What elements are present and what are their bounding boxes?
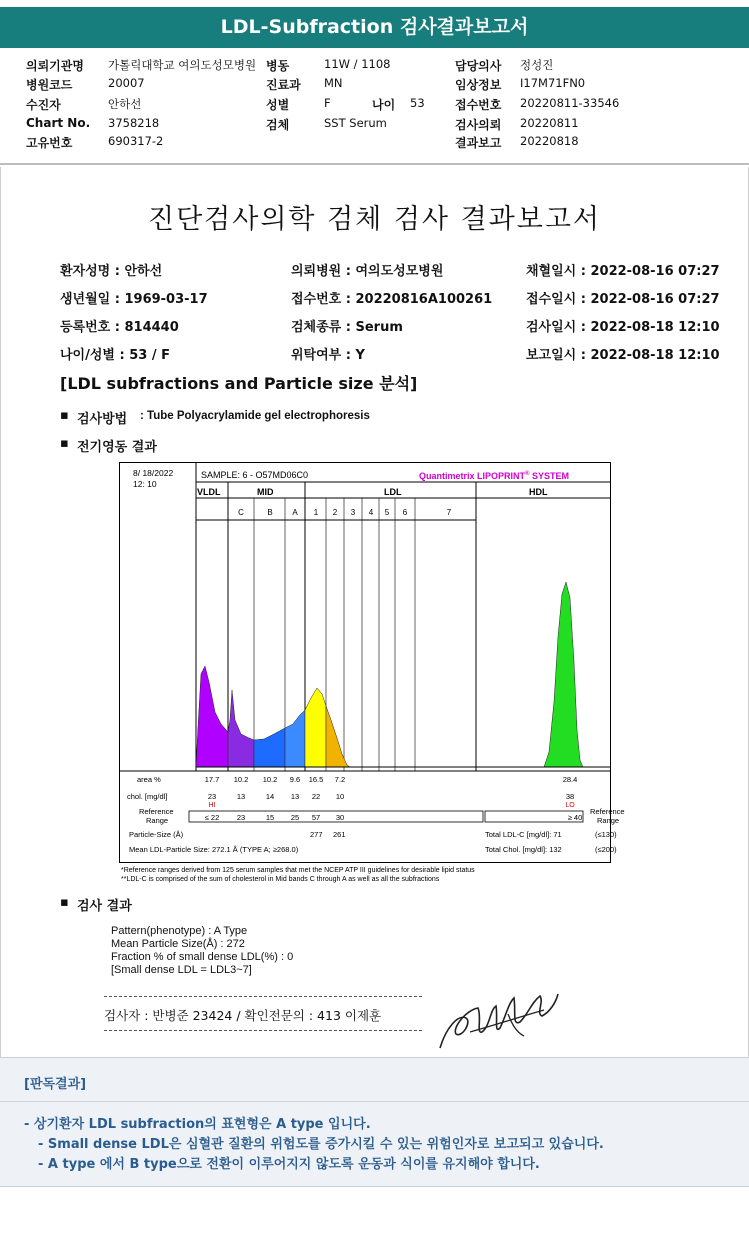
field-specimen-type: 검체종류 : Serum [291,320,403,335]
chol-value-5: 10 [335,792,345,801]
result-fraction: Fraction % of small dense LDL(%) : 0 [111,951,294,963]
field-birth-date: 생년월일 : 1969-03-17 [60,292,208,307]
total-chol: Total Chol. [mg/dl]: 132 [485,845,562,854]
header-separator [0,163,749,165]
value-request-date: 20220811 [520,116,579,130]
section-title: [LDL subfractions and Particle size 분석] [60,374,418,393]
chart-time: 12: 10 [133,479,157,489]
value-chart-no: 3758218 [108,116,160,130]
band-label-B: B [267,508,273,517]
value-specimen: SST Serum [324,116,387,130]
area-row-label: area % [137,775,161,784]
ref-value-2: 15 [265,813,275,822]
mean-particle-size: Mean LDL-Particle Size: 272.1 Å (TYPE A; ≥268.0) [129,845,299,854]
band-label-2: 2 [332,508,338,517]
value-receipt-no: 20220811-33546 [520,96,620,110]
label-ward: 병동 [266,59,290,73]
chart-sample: SAMPLE: 6 - O57MD06C0 [201,470,309,480]
signature-rule-top [104,996,422,997]
value-department: MN [324,76,343,90]
value-institution: 가톨릭대학교 여의도성모병원 [108,58,257,72]
value-age: 53 [410,96,425,110]
hdl-lo-flag: LO [565,802,575,809]
result-sdldl-def: [Small dense LDL = LDL3~7] [111,964,252,976]
chart-brand-reg: ® [525,471,530,477]
group-label-ldl: LDL [384,487,402,497]
bullet-icon: ▪ [60,436,69,451]
value-clinical-info: I17M71FN0 [520,76,586,90]
result-label: 검사 결과 [77,899,132,914]
ref-value-0: ≤ 22 [204,813,220,822]
footnote-2: **LDL-C is comprised of the sum of cholesterol in Mid bands C through A as well as all the subfractions [121,876,440,883]
field-receipt-time: 접수일시 : 2022-08-16 07:27 [526,292,720,307]
value-doctor: 정성진 [520,58,554,72]
chol-value-1: 13 [236,792,246,801]
opinion-line-2: - Small dense LDL은 심혈관 질환의 위험도를 증가시킬 수 있는 위험인자로 보고되고 있습니다. [38,1137,604,1152]
chol-value-3: 13 [290,792,300,801]
handwritten-signature [432,988,564,1054]
label-specimen: 검체 [266,118,290,132]
field-test-time: 검사일시 : 2022-08-18 12:10 [526,320,720,335]
electrophoresis-chart [119,462,625,887]
ref-value-1: 23 [236,813,246,822]
label-unique-no: 고유번호 [26,136,73,150]
opinion-heading: [판독결과] [24,1077,87,1092]
chol-value-0: 23 [207,792,217,801]
ref-value-3: 25 [290,813,300,822]
value-report-date: 20220818 [520,134,579,148]
band-label-4: 4 [368,508,374,517]
field-patient-name: 환자성명 : 안하선 [60,264,163,279]
opinion-line-3: - A type 에서 B type으로 전환이 이루어지지 않도록 운동과 식이를 유지해야 합니다. [38,1157,540,1172]
chart-frame [120,463,611,863]
field-collection-time: 채혈일시 : 2022-08-16 07:27 [526,264,720,279]
method-label: 검사방법 [77,412,128,427]
band-label-5: 5 [384,508,390,517]
band-label-C: C [238,508,244,517]
field-report-time: 보고일시 : 2022-08-18 12:10 [526,348,720,363]
group-label-mid: MID [257,487,274,497]
chart-brand [419,470,569,481]
value-unique-no: 690317-2 [108,134,164,148]
particle-size-ldl2: 261 [333,830,346,839]
band-label-6: 6 [402,508,408,517]
field-referring-hospital: 의뢰병원 : 여의도성모병원 [291,264,444,279]
label-request-date: 검사의뢰 [455,118,502,132]
report-title-bar: LDL-Subfraction 검사결과보고서 [0,7,749,48]
area-value-3: 9.6 [289,775,301,784]
footnote-1: *Reference ranges derived from 125 serum samples that met the NCEP ATP III guidelines for desirable lipid status [121,867,475,874]
group-label-hdl: HDL [529,487,548,497]
method-value: : Tube Polyacrylamide gel electrophoresis [140,410,370,422]
band-label-3: 3 [350,508,356,517]
label-report-date: 결과보고 [455,136,502,150]
electrophoresis-label: 전기영동 결과 [77,440,157,455]
label-hospital-code: 병원코드 [26,78,73,92]
chol-value-2: 14 [265,792,275,801]
area-value-1: 10.2 [233,775,249,784]
vldl-hi-flag: HI [208,802,216,809]
ref-row-label-2: Range [146,816,169,825]
chart-brand-suffix: SYSTEM [529,471,569,481]
ref-value-4: 57 [311,813,321,822]
value-hospital-code: 20007 [108,76,145,90]
band-label-7: 7 [446,508,452,517]
result-mean-size: Mean Particle Size(Å) : 272 [111,938,245,950]
particle-size-ldl1: 277 [310,830,323,839]
particle-size-label: Particle-Size (Å) [129,830,184,839]
area-value-2: 10.2 [262,775,278,784]
label-sex: 성별 [266,98,290,112]
chart-brand-name: Quantimetrix LIPOPRINT [419,471,526,481]
ref-right-label-1: Reference [590,807,625,816]
label-department: 진료과 [266,78,301,92]
field-registration-no: 등록번호 : 814440 [60,320,179,335]
value-sex: F [324,96,331,110]
field-age-sex: 나이/성별 : 53 / F [60,348,171,363]
bullet-icon: ▪ [60,408,69,423]
opinion-header [0,1057,749,1102]
bullet-icon: ▪ [60,895,69,910]
result-pattern: Pattern(phenotype) : A Type [111,925,248,937]
label-patient: 수진자 [26,98,61,112]
ref-row-label-1: Reference [139,807,174,816]
ref-value-hdl: ≥ 40 [567,813,583,822]
field-outsourced: 위탁여부 : Y [291,348,365,363]
label-institution: 의뢰기관명 [26,59,84,73]
area-value-0: 17.7 [204,775,220,784]
total-ldl-ref: (≤130) [595,830,617,839]
field-receipt-no: 접수번호 : 20220816A100261 [291,292,493,307]
ref-value-5: 30 [335,813,345,822]
signature-rule-bottom [104,1030,422,1031]
signature-line: 검사자 : 반병준 23424 / 확인전문의 : 413 이제훈 [104,1008,382,1023]
label-doctor: 담당의사 [455,59,502,73]
total-ldl: Total LDL-C [mg/dl]: 71 [485,830,562,839]
band-label-1: 1 [313,508,319,517]
opinion-line-1: - 상기환자 LDL subfraction의 표현형은 A type 입니다. [24,1117,371,1132]
group-label-vldl: VLDL [197,487,221,497]
chol-value-4: 22 [311,792,321,801]
band-label-A: A [292,508,298,517]
report-heading: 진단검사의학 검체 검사 결과보고서 [148,204,601,235]
area-value-6: 28.4 [562,775,578,784]
ref-right-label-2: Range [597,816,620,825]
chol-value-6: 38 [565,792,575,801]
value-ward: 11W / 1108 [324,57,391,71]
chart-date: 8/ 18/2022 [133,468,174,478]
label-chart-no: Chart No. [26,116,91,130]
label-receipt-no: 접수번호 [455,98,502,112]
chol-row-label: chol. [mg/dl] [127,792,168,801]
label-age: 나이 [372,98,396,112]
label-clinical-info: 임상정보 [455,78,502,92]
value-patient: 안하선 [108,97,142,111]
area-value-5: 7.2 [334,775,346,784]
total-chol-ref: (≤200) [595,845,617,854]
area-value-4: 16.5 [308,775,324,784]
